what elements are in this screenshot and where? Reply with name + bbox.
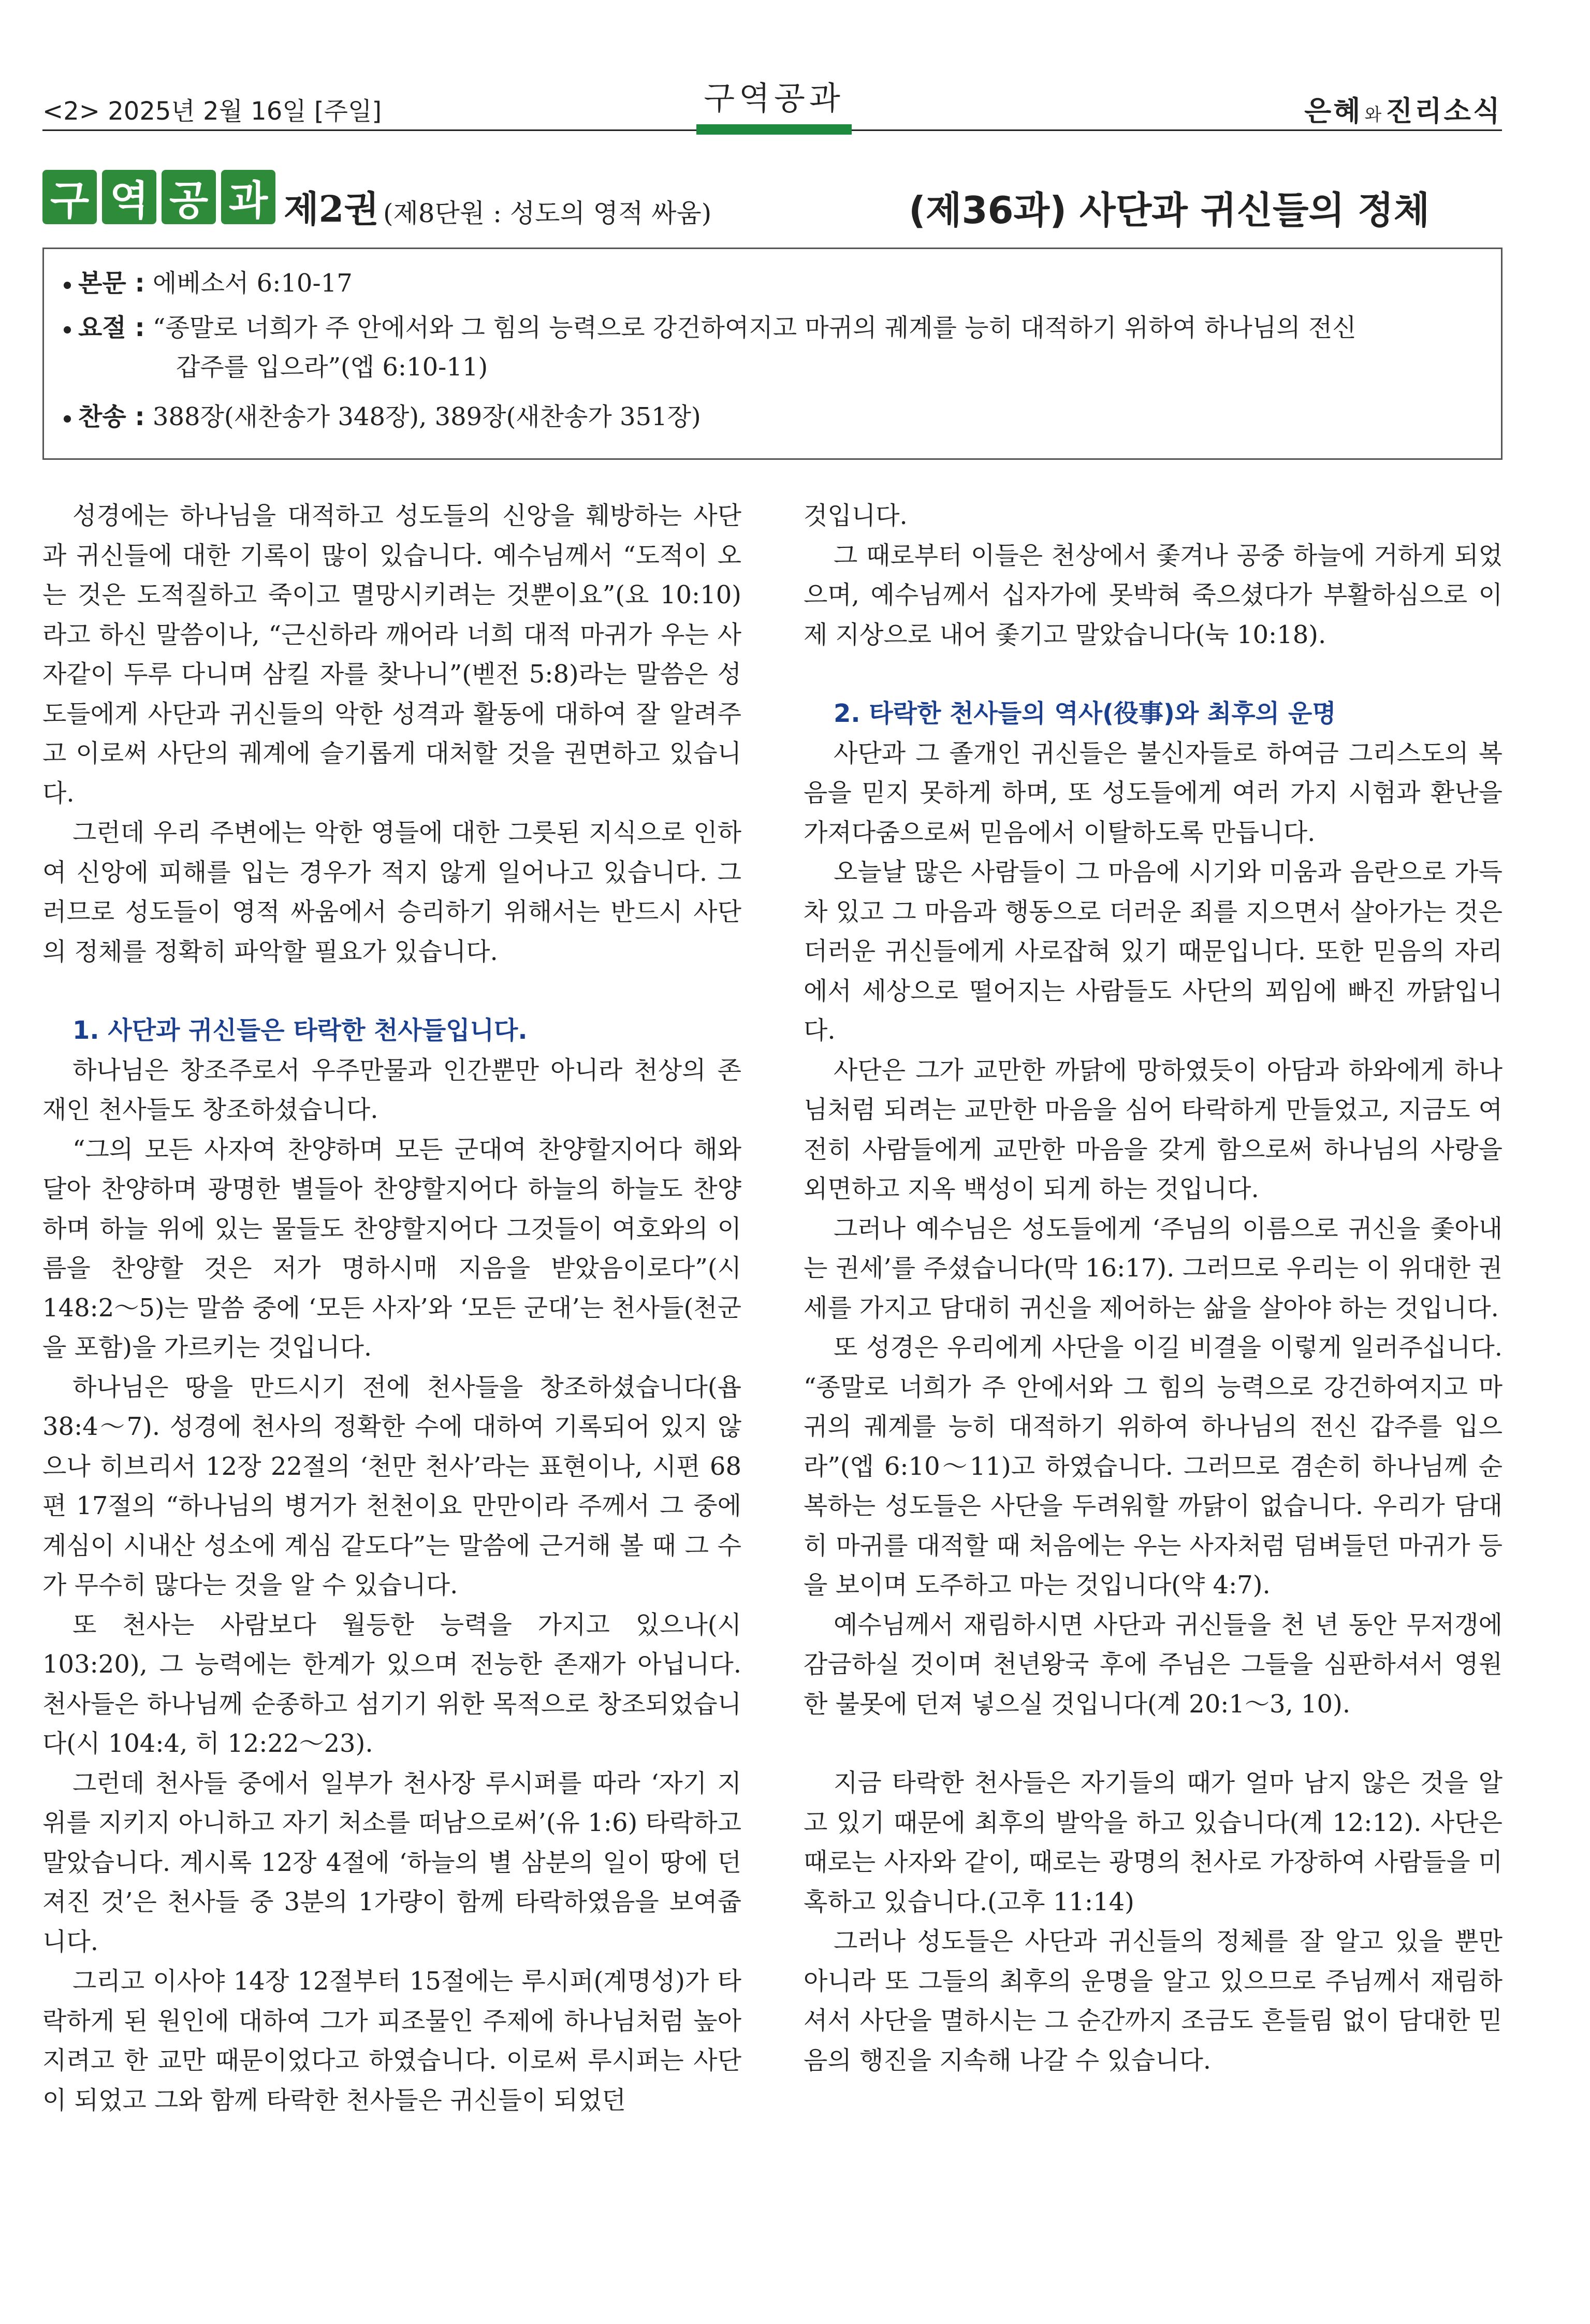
info-text-label: 본문 : [78,269,145,298]
spacer [42,971,741,1011]
spacer [804,655,1503,694]
title-badge-char: 공 [162,170,216,224]
publication-name-part1: 은혜 [1304,95,1363,127]
info-text-value: 에베소서 6:10-17 [152,269,353,298]
paragraph: 그런데 천사들 중에서 일부가 천사장 루시퍼를 따라 ‘자기 지위를 지키지 아니하고 자기 처소를 떠남으로써’(유 1:6) 타락하고 말았습니다. 계시록 12장 4절에 ‘하늘의 별 삼분의 일이 땅에 던져진 것’은 천사들 중 3분의 1가량이 함께 타락하였음을 보여줍니다. [42,1768,741,1956]
paragraph: “그의 모든 사자여 찬양하며 모든 군대여 찬양할지어다 해와 달아 찬양하며 광명한 별들아 찬양할지어다 하늘의 하늘도 찬양하며 하늘 위에 있는 물들도 찬양할지어다 그것들이 여호와의 이름을 찬양할 것은 저가 명하시매 지음을 받았음이로다”(시 148:2～5)는 말씀 중에 ‘모든 사자’와 ‘모든 군대’는 천사들(천군을 포함)을 가르키는 것입니다. [42,1135,741,1362]
info-summary-label: 요절 : [78,313,145,342]
info-hymn-label: 찬송 : [78,402,145,431]
left-column [42,496,741,2120]
lesson-info-box [42,248,1503,460]
spacer [804,1724,1503,1763]
section-title: 구역공과 [704,79,844,117]
page-info: <2> 2025년 2월 16일 [주일] [42,97,382,126]
info-hymn-value: 388장(새찬송가 348장), 389장(새찬송가 351장) [152,402,701,431]
section-heading-1: 1. 사단과 귀신들은 타락한 천사들입니다. [72,1016,528,1045]
title-badge-char: 과 [221,170,275,224]
paragraph: 그 때로부터 이들은 천상에서 좇겨나 공중 하늘에 거하게 되었으며, 예수님께서 십자가에 못박혀 죽으셨다가 부활하심으로 이제 지상으로 내어 좇기고 말았습니다(눅 10:18). [804,541,1503,649]
paragraph: 그러나 성도들은 사단과 귀신들의 정체를 잘 알고 있을 뿐만 아니라 또 그들의 최후의 운명을 알고 있으므로 주님께서 재림하셔서 사단을 멸하시는 그 순간까지 조금도 흔들림 없이 담대한 믿음의 행진을 지속해 나갈 수 있습니다. [804,1927,1503,2075]
paragraph: 그러나 예수님은 성도들에게 ‘주님의 이름으로 귀신을 좇아내는 권세’를 주셨습니다(막 16:17). 그러므로 우리는 이 위대한 권세를 가지고 담대히 귀신을 제어하는 삶을 살아야 하는 것입니다. [804,1214,1503,1323]
paragraph: 성경에는 하나님을 대적하고 성도들의 신앙을 훼방하는 사단과 귀신들에 대한 기록이 많이 있습니다. 예수님께서 “도적이 오는 것은 도적질하고 죽이고 멸망시키려는 것뿐이요”(요 10:10)라고 하신 말씀이나, “근신하라 깨어라 너희 대적 마귀가 우는 사자같이 두루 다니며 삼킬 자를 찾나니”(벧전 5:8)라는 말씀은 성도들에게 사단과 귀신들의 악한 성격과 활동에 대하여 잘 알려주고 이로써 사단의 궤계에 슬기롭게 대처할 것을 권면하고 있습니다. [42,501,741,808]
section-heading-2: 2. 타락한 천사들의 역사(役事)와 최후의 운명 [834,699,1336,728]
paragraph: 예수님께서 재림하시면 사단과 귀신들을 천 년 동안 무저갱에 감금하실 것이며 천년왕국 후에 주님은 그들을 심판하셔서 영원한 불못에 던져 넣으실 것입니다(계 20:1～3, 10). [804,1610,1503,1719]
publication-name-conj: 와 [1364,105,1384,125]
info-hymn-row [64,397,701,437]
unit-label: (제8단원 : 성도의 영적 싸움) [383,198,712,228]
info-summary-line1: “종말로 너희가 주 안에서와 그 힘의 능력으로 강건하여지고 마귀의 궤계를 능히 대적하기 위하여 하나님의 전신 [152,313,1356,342]
info-summary-row2 [176,347,488,387]
bullet-icon [64,282,71,289]
info-summary-line2: 갑주를 입으라”(엡 6:10-11) [176,353,488,382]
paragraph: 하나님은 창조주로서 우주만물과 인간뿐만 아니라 천상의 존재인 천사들도 창조하셨습니다. [42,1055,741,1124]
paragraph: 사단은 그가 교만한 까닭에 망하였듯이 아담과 하와에게 하나님처럼 되려는 교만한 마음을 심어 타락하게 만들었고, 지금도 여전히 사람들에게 교만한 마음을 갖게 함으로써 하나님의 사랑을 외면하고 지옥 백성이 되게 하는 것입니다. [804,1055,1503,1203]
title-badge-char: 역 [102,170,156,224]
lesson-title: (제36과) 사단과 귀신들의 정체 [909,188,1430,232]
info-text-row [64,264,353,303]
bullet-icon [64,326,71,333]
paragraph: 지금 타락한 천사들은 자기들의 때가 얼마 남지 않은 것을 알고 있기 때문에 최후의 발악을 하고 있습니다(계 12:12). 사단은 때로는 사자와 같이, 때로는 광명의 천사로 가장하여 사람들을 미혹하고 있습니다.(고후 11:14) [804,1768,1503,1916]
publication-name [1304,89,1502,129]
paragraph: 또 천사는 사람보다 월등한 능력을 가지고 있으나(시 103:20), 그 능력에는 한계가 있으며 전능한 존재가 아닙니다. 천사들은 하나님께 순종하고 섬기기 위한 목적으로 창조되었습니다(시 104:4, 히 12:22～23). [42,1610,741,1758]
title-badge [42,170,275,224]
paragraph: 그런데 우리 주변에는 악한 영들에 대한 그릇된 지식으로 인하여 신앙에 피해를 입는 경우가 적지 않게 일어나고 있습니다. 그러므로 성도들이 영적 싸움에서 승리하기 위해서는 반드시 사단의 정체를 정확히 파악할 필요가 있습니다. [42,818,741,966]
title-badge-char: 구 [42,170,97,224]
paragraph: 또 성경은 우리에게 사단을 이길 비결을 이렇게 일러주십니다. “종말로 너희가 주 안에서와 그 힘의 능력으로 강건하여지고 마귀의 궤계를 능히 대적하기 위하여 하나님의 전신 갑주를 입으라”(엡 6:10～11)고 하였습니다. 그러므로 겸손히 하나님께 순복하는 성도들은 사단을 두려워할 까닭이 없습니다. 우리가 담대히 마귀를 대적할 때 처음에는 우는 사자처럼 덤벼들던 마귀가 등을 보이며 도주하고 마는 것입니다(약 4:7). [804,1333,1503,1600]
bullet-icon [64,415,71,423]
info-summary-row [64,308,1356,347]
paragraph: 사단과 그 졸개인 귀신들은 불신자들로 하여금 그리스도의 복음을 믿지 못하게 하며, 또 성도들에게 여러 가지 시험과 환난을 가져다줌으로써 믿음에서 이탈하도록 만듭니다. [804,738,1503,847]
paragraph: 오늘날 많은 사람들이 그 마음에 시기와 미움과 음란으로 가득 차 있고 그 마음과 행동으로 더러운 죄를 지으면서 살아가는 것은 더러운 귀신들에게 사로잡혀 있기 때문입니다. 또한 믿음의 자리에서 세상으로 떨어지는 사람들도 사단의 꾀임에 빠진 까닭입니다. [804,858,1503,1045]
publication-name-part2: 진리소식 [1385,95,1502,127]
header-accent-bar [696,124,852,135]
paragraph: 그리고 이사야 14장 12절부터 15절에는 루시퍼(계명성)가 타락하게 된 원인에 대하여 그가 피조물인 주제에 하나님처럼 높아지려고 한 교만 때문이었다고 하였습니다. 이로써 루시퍼는 사단이 되었고 그와 함께 타락한 천사들은 귀신들이 되었던 [42,1967,741,2115]
paragraph: 것입니다. [804,501,908,530]
right-column [804,496,1503,2080]
paragraph: 하나님은 땅을 만드시기 전에 천사들을 창조하셨습니다(욥 38:4～7). 성경에 천사의 정확한 수에 대하여 기록되어 있지 않으나 히브리서 12장 22절의 ‘천만 천사’라는 표현이나, 시편 68편 17절의 “하나님의 병거가 천천이요 만만이라 주께서 그 중에 계심이 시내산 성소에 계심 같도다”는 말씀에 근거해 볼 때 그 수가 무수히 많다는 것을 알 수 있습니다. [42,1372,741,1600]
volume-label: 제2권 [284,187,379,230]
